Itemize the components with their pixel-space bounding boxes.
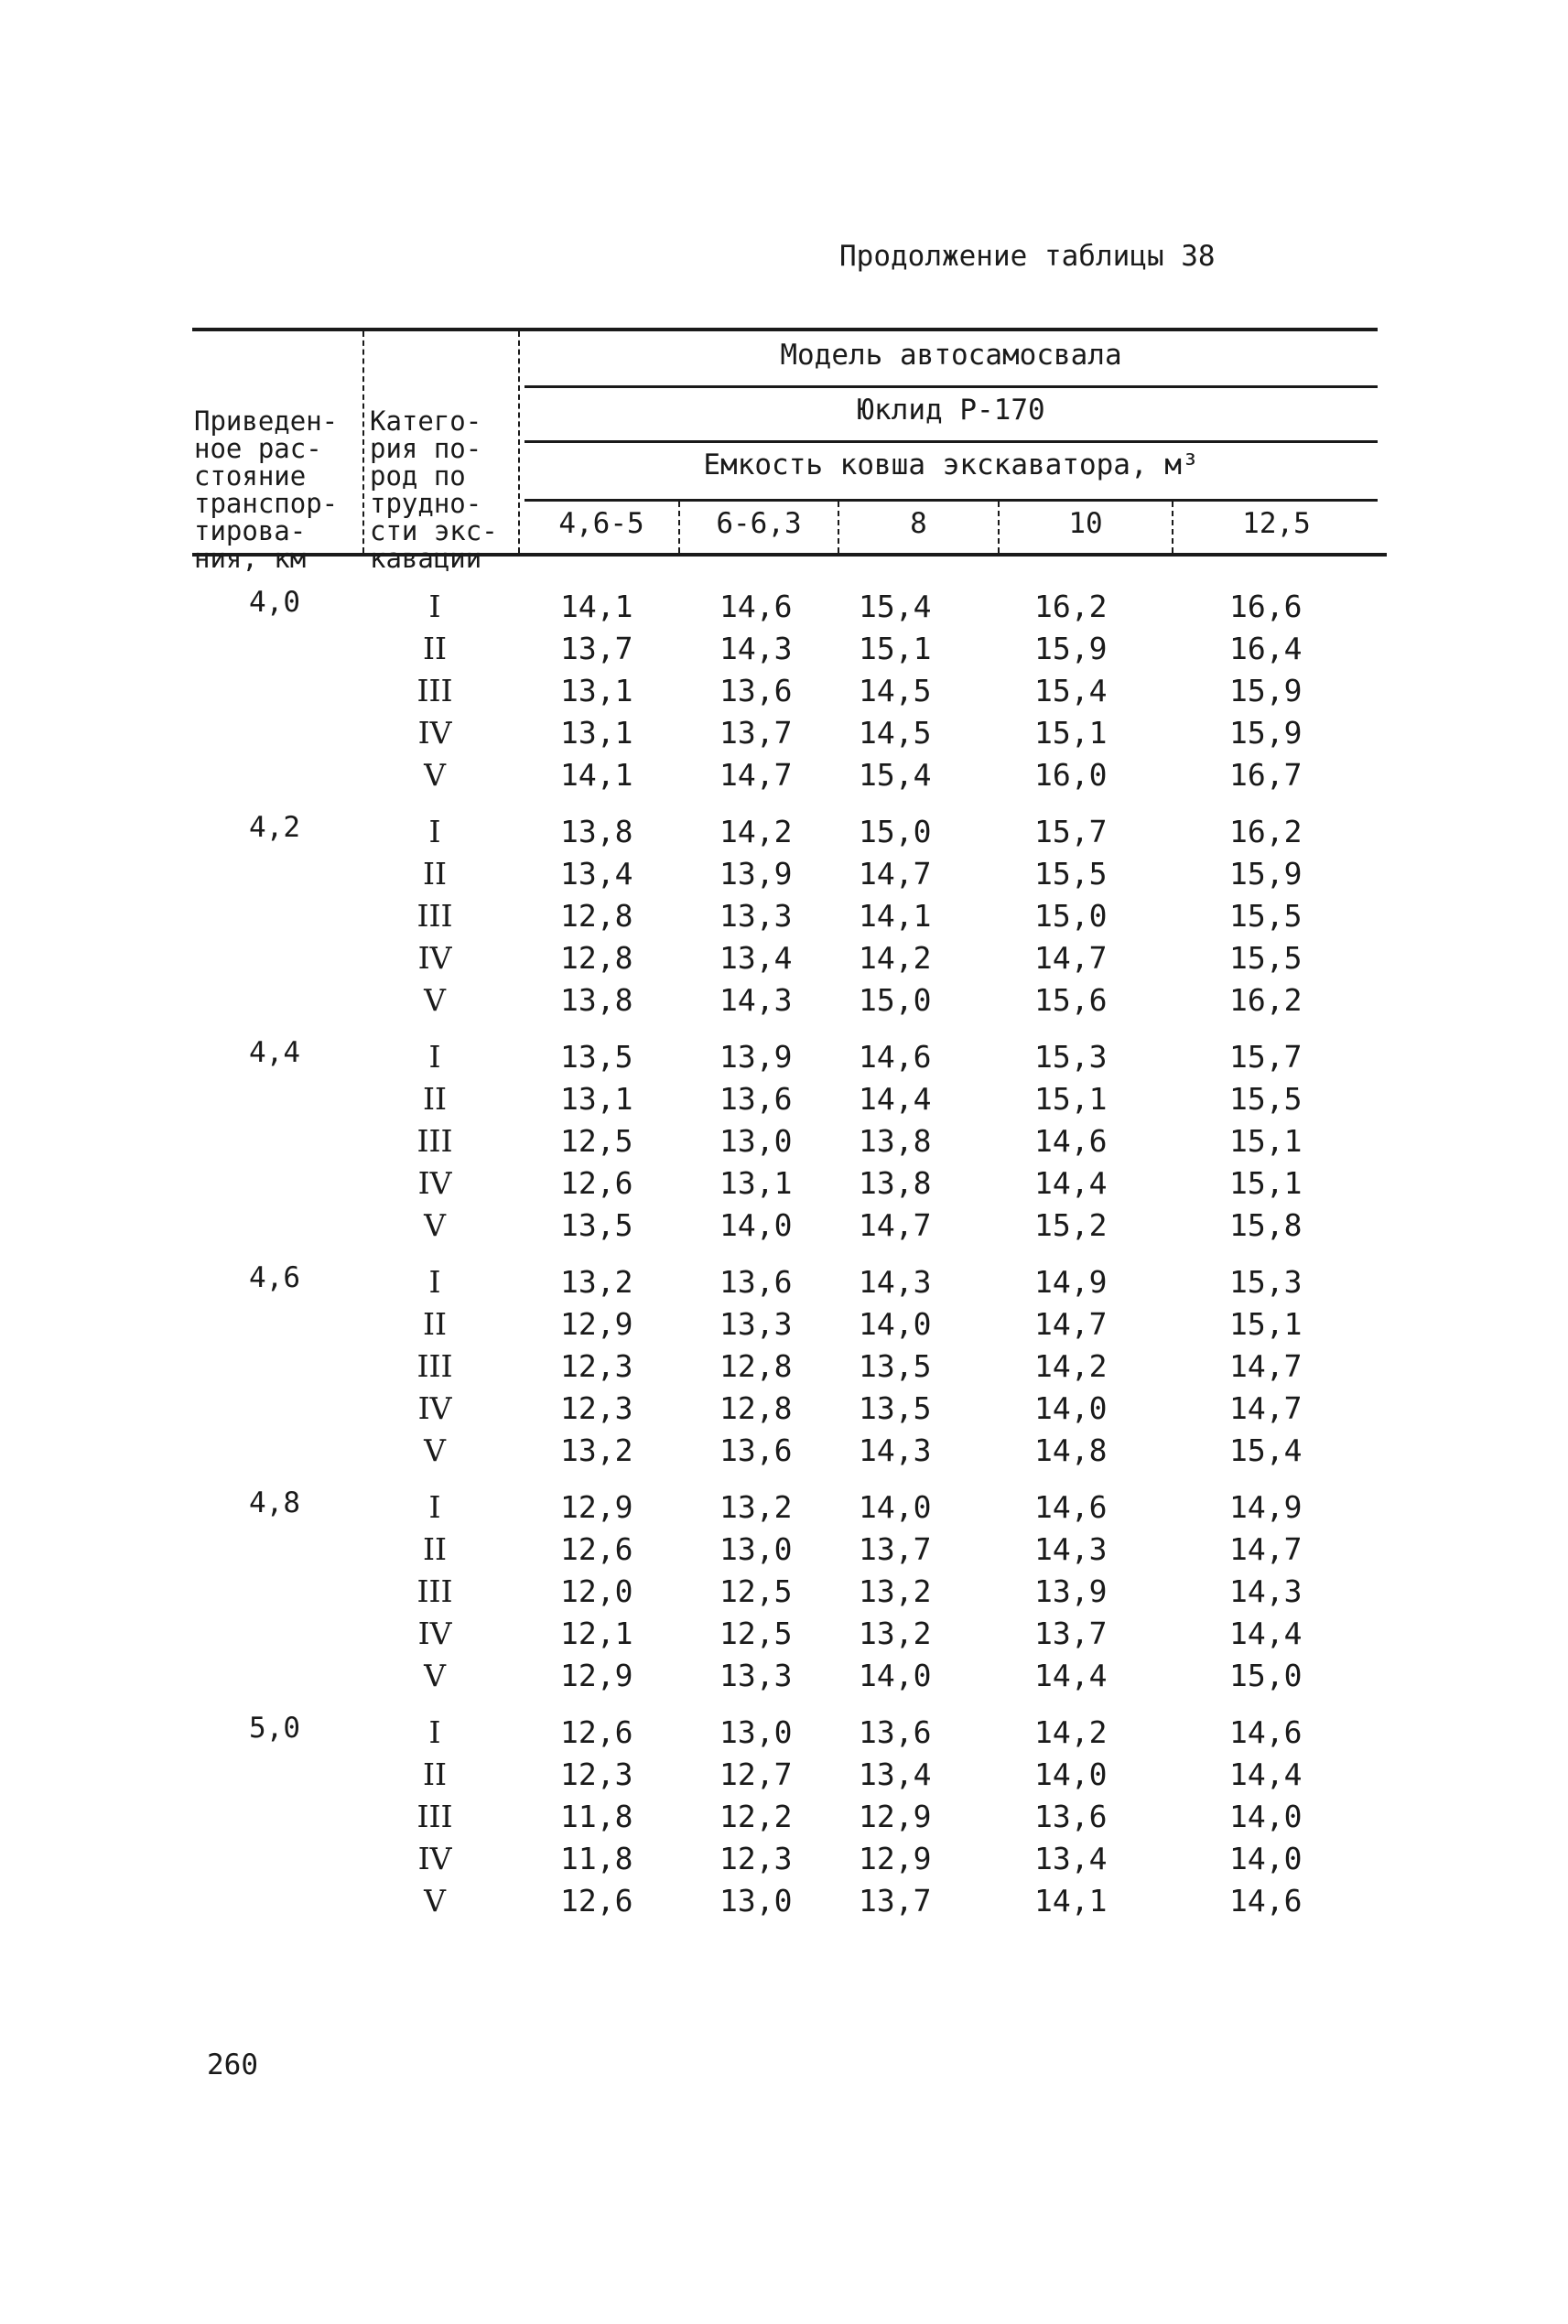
- value-cell: 12,3: [560, 1757, 633, 1792]
- distance-label: 4,4: [249, 1036, 300, 1069]
- value-cell: 14,7: [719, 757, 793, 793]
- value-cell: 13,5: [859, 1390, 932, 1426]
- value-cell: 12,9: [859, 1799, 932, 1834]
- value-cell: 15,0: [1034, 898, 1108, 934]
- category-cell: IV: [417, 1165, 452, 1201]
- bucket-size-4-6-5: 4,6-5: [558, 507, 644, 540]
- value-cell: 16,7: [1229, 757, 1303, 793]
- value-cell: 14,3: [859, 1264, 932, 1300]
- value-cell: 14,7: [1034, 1306, 1108, 1342]
- distance-label: 4,6: [249, 1261, 300, 1294]
- value-cell: 13,6: [719, 1432, 793, 1468]
- header-line: род по: [370, 460, 466, 492]
- bucket-size-6-6-3: 6-6,3: [716, 507, 802, 540]
- value-cell: 13,2: [859, 1573, 932, 1609]
- bucket-size-10: 10: [1068, 507, 1103, 540]
- table-row: [0, 1430, 1568, 1472]
- value-cell: 12,6: [560, 1165, 633, 1201]
- category-cell: V: [424, 757, 446, 793]
- value-cell: 14,6: [859, 1039, 932, 1075]
- value-cell: 13,9: [719, 856, 793, 892]
- distance-label: 4,2: [249, 811, 300, 844]
- value-cell: 13,2: [560, 1432, 633, 1468]
- value-cell: 15,1: [1034, 715, 1108, 751]
- value-cell: 15,2: [1034, 1207, 1108, 1243]
- value-cell: 13,3: [719, 1658, 793, 1693]
- category-cell: II: [422, 1757, 448, 1792]
- value-cell: 13,1: [560, 673, 633, 708]
- bucket-rule: [524, 440, 1378, 443]
- value-cell: 15,1: [1229, 1306, 1303, 1342]
- value-cell: 12,5: [719, 1573, 793, 1609]
- value-cell: 15,0: [859, 982, 932, 1018]
- value-cell: 13,2: [719, 1489, 793, 1525]
- value-cell: 11,8: [560, 1799, 633, 1834]
- category-cell: IV: [417, 1616, 452, 1651]
- value-cell: 16,2: [1229, 814, 1303, 849]
- table-row: [0, 1261, 1568, 1303]
- bucket-size-12-5: 12,5: [1242, 507, 1311, 540]
- value-cell: 16,4: [1229, 631, 1303, 666]
- value-cell: 15,1: [859, 631, 932, 666]
- value-cell: 13,9: [719, 1039, 793, 1075]
- value-cell: 14,3: [1229, 1573, 1303, 1609]
- value-cell: 15,7: [1229, 1039, 1303, 1075]
- category-cell: IV: [417, 940, 452, 976]
- value-cell: 15,6: [1034, 982, 1108, 1018]
- value-cell: 13,8: [560, 814, 633, 849]
- value-cell: 12,9: [859, 1841, 932, 1876]
- value-cell: 13,1: [560, 1081, 633, 1117]
- value-cell: 12,3: [560, 1348, 633, 1384]
- value-cell: 16,2: [1034, 589, 1108, 624]
- value-cell: 12,7: [719, 1757, 793, 1792]
- header-line: ния, км: [194, 543, 307, 574]
- category-cell: II: [422, 856, 448, 892]
- category-cell: III: [416, 1123, 453, 1159]
- value-cell: 15,9: [1229, 715, 1303, 751]
- value-cell: 14,3: [719, 982, 793, 1018]
- value-cell: 14,0: [1229, 1799, 1303, 1834]
- table-row: [0, 1571, 1568, 1613]
- value-cell: 15,1: [1034, 1081, 1108, 1117]
- table-row: [0, 712, 1568, 754]
- value-cell: 15,5: [1229, 940, 1303, 976]
- value-cell: 14,1: [560, 757, 633, 793]
- value-cell: 14,0: [719, 1207, 793, 1243]
- value-cell: 14,4: [859, 1081, 932, 1117]
- value-cell: 14,6: [1034, 1489, 1108, 1525]
- value-cell: 16,2: [1229, 982, 1303, 1018]
- value-cell: 14,5: [859, 715, 932, 751]
- value-cell: 15,0: [859, 814, 932, 849]
- value-cell: 12,8: [560, 898, 633, 934]
- value-cell: 13,6: [719, 1264, 793, 1300]
- table-row: [0, 1303, 1568, 1346]
- category-cell: I: [428, 1489, 441, 1525]
- value-cell: 12,8: [560, 940, 633, 976]
- value-cell: 12,5: [560, 1123, 633, 1159]
- value-cell: 13,2: [560, 1264, 633, 1300]
- top-rule: [192, 328, 1378, 331]
- bucket-capacity-label: Емкость ковша экскаватора, м³: [703, 449, 1199, 481]
- category-cell: IV: [417, 1390, 452, 1426]
- table-row: [0, 895, 1568, 937]
- value-cell: 12,9: [560, 1306, 633, 1342]
- value-cell: 14,2: [719, 814, 793, 849]
- value-cell: 16,6: [1229, 589, 1303, 624]
- value-cell: 12,2: [719, 1799, 793, 1834]
- category-cell: I: [428, 1039, 441, 1075]
- category-cell: I: [428, 1714, 441, 1750]
- value-cell: 13,5: [859, 1348, 932, 1384]
- distance-column-header: [194, 352, 338, 600]
- value-cell: 15,1: [1229, 1123, 1303, 1159]
- value-cell: 12,6: [560, 1531, 633, 1567]
- value-cell: 13,6: [859, 1714, 932, 1750]
- header-line: ное рас-: [194, 433, 322, 464]
- value-cell: 13,4: [719, 940, 793, 976]
- value-cell: 14,2: [1034, 1348, 1108, 1384]
- value-cell: 14,5: [859, 673, 932, 708]
- value-cell: 13,3: [719, 1306, 793, 1342]
- value-cell: 13,4: [859, 1757, 932, 1792]
- value-cell: 13,7: [859, 1531, 932, 1567]
- value-cell: 15,0: [1229, 1658, 1303, 1693]
- value-cell: 15,1: [1229, 1165, 1303, 1201]
- table-row: [0, 1838, 1568, 1880]
- sizes-rule: [524, 499, 1378, 502]
- table-row: [0, 1655, 1568, 1697]
- value-cell: 15,9: [1034, 631, 1108, 666]
- header-line: сти экс-: [370, 515, 498, 546]
- value-cell: 14,0: [859, 1489, 932, 1525]
- table-row: [0, 1486, 1568, 1529]
- value-cell: 14,6: [719, 589, 793, 624]
- category-cell: II: [422, 1531, 448, 1567]
- category-cell: V: [424, 1207, 446, 1243]
- value-cell: 15,5: [1229, 1081, 1303, 1117]
- header-divider-1: [362, 331, 364, 553]
- distance-label: 4,8: [249, 1486, 300, 1519]
- table-row: [0, 754, 1568, 796]
- table-row: [0, 628, 1568, 670]
- value-cell: 13,6: [719, 1081, 793, 1117]
- value-cell: 15,9: [1229, 856, 1303, 892]
- table-row: [0, 979, 1568, 1021]
- value-cell: 13,0: [719, 1531, 793, 1567]
- value-cell: 15,9: [1229, 673, 1303, 708]
- table-row: [0, 1880, 1568, 1922]
- value-cell: 14,0: [1034, 1390, 1108, 1426]
- value-cell: 13,1: [560, 715, 633, 751]
- category-cell: V: [424, 1883, 446, 1919]
- table-row: [0, 1120, 1568, 1162]
- value-cell: 14,3: [1034, 1531, 1108, 1567]
- category-cell: I: [428, 589, 441, 624]
- header-line: Приведен-: [194, 405, 339, 437]
- value-cell: 15,4: [859, 589, 932, 624]
- value-cell: 12,1: [560, 1616, 633, 1651]
- value-cell: 16,0: [1034, 757, 1108, 793]
- value-cell: 14,6: [1034, 1123, 1108, 1159]
- value-cell: 13,4: [560, 856, 633, 892]
- table-row: [0, 1162, 1568, 1205]
- table-row: [0, 1346, 1568, 1388]
- value-cell: 15,4: [1034, 673, 1108, 708]
- value-cell: 15,4: [1229, 1432, 1303, 1468]
- table-row: [0, 1712, 1568, 1754]
- table-row: [0, 1388, 1568, 1430]
- value-cell: 13,6: [719, 673, 793, 708]
- value-cell: 15,3: [1229, 1264, 1303, 1300]
- value-cell: 12,3: [719, 1841, 793, 1876]
- value-cell: 14,9: [1034, 1264, 1108, 1300]
- value-cell: 14,7: [1229, 1348, 1303, 1384]
- category-cell: I: [428, 1264, 441, 1300]
- header-line: рия по-: [370, 433, 482, 464]
- value-cell: 14,0: [859, 1306, 932, 1342]
- value-cell: 14,7: [859, 856, 932, 892]
- model-label: Модель автосамосвала: [780, 339, 1122, 372]
- category-cell: V: [424, 982, 446, 1018]
- table-row: [0, 1613, 1568, 1655]
- model-rule: [524, 385, 1378, 388]
- value-cell: 14,7: [1034, 940, 1108, 976]
- value-cell: 12,5: [719, 1616, 793, 1651]
- header-line: кавации: [370, 543, 482, 574]
- value-cell: 13,4: [1034, 1841, 1108, 1876]
- header-line: транспор-: [194, 488, 339, 519]
- value-cell: 15,4: [859, 757, 932, 793]
- category-cell: III: [416, 1799, 453, 1834]
- category-column-header: [370, 352, 498, 600]
- value-cell: 14,2: [859, 940, 932, 976]
- value-cell: 14,4: [1034, 1165, 1108, 1201]
- table-row: [0, 1796, 1568, 1838]
- value-cell: 13,8: [859, 1165, 932, 1201]
- table-row: [0, 1529, 1568, 1571]
- value-cell: 13,9: [1034, 1573, 1108, 1609]
- distance-label: 4,0: [249, 586, 300, 619]
- category-cell: III: [416, 1573, 453, 1609]
- table-row: [0, 853, 1568, 895]
- value-cell: 14,7: [859, 1207, 932, 1243]
- value-cell: 14,7: [1229, 1390, 1303, 1426]
- category-cell: IV: [417, 715, 452, 751]
- value-cell: 14,4: [1229, 1757, 1303, 1792]
- header-line: Катего-: [370, 405, 482, 437]
- value-cell: 13,0: [719, 1123, 793, 1159]
- table-row: [0, 937, 1568, 979]
- value-cell: 15,8: [1229, 1207, 1303, 1243]
- category-cell: II: [422, 1081, 448, 1117]
- value-cell: 15,3: [1034, 1039, 1108, 1075]
- value-cell: 14,1: [560, 589, 633, 624]
- table-row: [0, 1205, 1568, 1247]
- category-cell: III: [416, 1348, 453, 1384]
- category-cell: II: [422, 1306, 448, 1342]
- value-cell: 12,8: [719, 1390, 793, 1426]
- value-cell: 13,6: [1034, 1799, 1108, 1834]
- header-line: трудно-: [370, 488, 482, 519]
- value-cell: 13,7: [719, 715, 793, 751]
- value-cell: 12,9: [560, 1658, 633, 1693]
- category-cell: V: [424, 1658, 446, 1693]
- header-line: тирова-: [194, 515, 307, 546]
- header-divider-2: [518, 331, 520, 553]
- value-cell: 14,0: [1229, 1841, 1303, 1876]
- table-row: [0, 1754, 1568, 1796]
- value-cell: 15,5: [1229, 898, 1303, 934]
- value-cell: 14,1: [859, 898, 932, 934]
- table-row: [0, 1036, 1568, 1078]
- value-cell: 13,7: [560, 631, 633, 666]
- value-cell: 13,8: [560, 982, 633, 1018]
- value-cell: 13,0: [719, 1714, 793, 1750]
- category-cell: III: [416, 673, 453, 708]
- bucket-size-8: 8: [910, 507, 927, 540]
- value-cell: 12,8: [719, 1348, 793, 1384]
- table-caption: Продолжение таблицы 38: [839, 240, 1216, 273]
- value-cell: 13,0: [719, 1883, 793, 1919]
- value-cell: 14,7: [1229, 1531, 1303, 1567]
- value-cell: 13,7: [859, 1883, 932, 1919]
- value-cell: 13,1: [719, 1165, 793, 1201]
- value-cell: 14,6: [1229, 1714, 1303, 1750]
- table-row: [0, 1078, 1568, 1120]
- value-cell: 14,6: [1229, 1883, 1303, 1919]
- value-cell: 14,8: [1034, 1432, 1108, 1468]
- value-cell: 14,4: [1229, 1616, 1303, 1651]
- distance-label: 5,0: [249, 1712, 300, 1745]
- value-cell: 12,3: [560, 1390, 633, 1426]
- value-cell: 13,7: [1034, 1616, 1108, 1651]
- value-cell: 15,7: [1034, 814, 1108, 849]
- category-cell: V: [424, 1432, 446, 1468]
- header-line: стояние: [194, 460, 307, 492]
- value-cell: 13,5: [560, 1039, 633, 1075]
- value-cell: 12,9: [560, 1489, 633, 1525]
- value-cell: 14,2: [1034, 1714, 1108, 1750]
- value-cell: 12,6: [560, 1714, 633, 1750]
- value-cell: 11,8: [560, 1841, 633, 1876]
- value-cell: 15,5: [1034, 856, 1108, 892]
- value-cell: 13,8: [859, 1123, 932, 1159]
- value-cell: 12,6: [560, 1883, 633, 1919]
- value-cell: 14,9: [1229, 1489, 1303, 1525]
- category-cell: I: [428, 814, 441, 849]
- value-cell: 13,2: [859, 1616, 932, 1651]
- category-cell: II: [422, 631, 448, 666]
- category-cell: III: [416, 898, 453, 934]
- value-cell: 14,4: [1034, 1658, 1108, 1693]
- value-cell: 14,3: [719, 631, 793, 666]
- value-cell: 12,0: [560, 1573, 633, 1609]
- table-row: [0, 670, 1568, 712]
- value-cell: 14,0: [859, 1658, 932, 1693]
- model-value: Юклид Р-170: [857, 394, 1045, 427]
- value-cell: 14,3: [859, 1432, 932, 1468]
- page-number: 260: [207, 2048, 258, 2081]
- value-cell: 14,1: [1034, 1883, 1108, 1919]
- category-cell: IV: [417, 1841, 452, 1876]
- table-row: [0, 586, 1568, 628]
- value-cell: 14,0: [1034, 1757, 1108, 1792]
- value-cell: 13,5: [560, 1207, 633, 1243]
- table-row: [0, 811, 1568, 853]
- value-cell: 13,3: [719, 898, 793, 934]
